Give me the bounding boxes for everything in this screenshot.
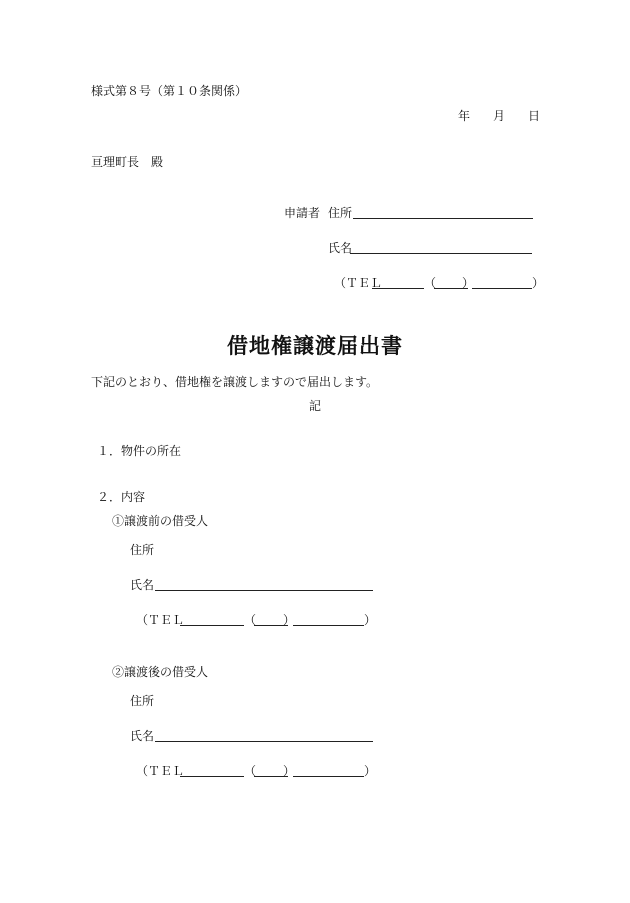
before-tel-number-field[interactable] — [293, 625, 364, 626]
ki-label: 記 — [309, 399, 322, 413]
applicant-address-field[interactable] — [353, 218, 533, 219]
applicant-tel-number-field[interactable] — [472, 288, 532, 289]
before-address-label: 住所 — [130, 543, 155, 557]
before-name-field[interactable] — [155, 590, 373, 591]
applicant-tel-close: ） — [532, 276, 545, 290]
date-year-label: 年 — [458, 109, 471, 123]
after-tel-close: ） — [364, 764, 377, 778]
section-property-location: １．物件の所在 — [97, 444, 182, 458]
after-address-label: 住所 — [130, 694, 155, 708]
after-tel-paren-open: （ — [244, 764, 257, 778]
intro-text: 下記のとおり、借地権を譲渡しますので届出します。 — [91, 375, 379, 389]
date-day-label: 日 — [528, 109, 541, 123]
before-tel-area-field[interactable] — [180, 625, 244, 626]
applicant-name-label: 氏名 — [328, 241, 353, 255]
after-heading: ②譲渡後の借受人 — [112, 665, 209, 679]
page-title: 借地権譲渡届出書 — [227, 333, 403, 358]
before-tel-paren-close: ） — [283, 613, 296, 627]
applicant-tel-label: （ＴＥＬ — [334, 276, 383, 290]
applicant-tel-paren-close: ） — [462, 276, 475, 290]
before-tel-label: （ＴＥＬ — [136, 613, 185, 627]
before-tel-close: ） — [364, 613, 377, 627]
applicant-address-label: 住所 — [328, 206, 353, 220]
before-heading: ①譲渡前の借受人 — [112, 514, 209, 528]
after-name-field[interactable] — [155, 741, 373, 742]
applicant-name-field[interactable] — [350, 253, 532, 254]
applicant-label: 申請者 — [284, 206, 321, 220]
after-name-label: 氏名 — [130, 729, 155, 743]
applicant-tel-paren-open: （ — [424, 276, 437, 290]
addressee: 亘理町長 殿 — [91, 155, 164, 169]
after-tel-paren-close: ） — [283, 764, 296, 778]
before-tel-paren-open: （ — [244, 613, 257, 627]
after-tel-label: （ＴＥＬ — [136, 764, 185, 778]
after-tel-number-field[interactable] — [293, 776, 364, 777]
after-tel-area-field[interactable] — [180, 776, 244, 777]
date-month-label: 月 — [493, 109, 506, 123]
applicant-tel-area-field[interactable] — [372, 288, 424, 289]
before-name-label: 氏名 — [130, 578, 155, 592]
section-content: ２．内容 — [97, 490, 146, 504]
form-number: 様式第８号（第１０条関係） — [91, 84, 248, 98]
